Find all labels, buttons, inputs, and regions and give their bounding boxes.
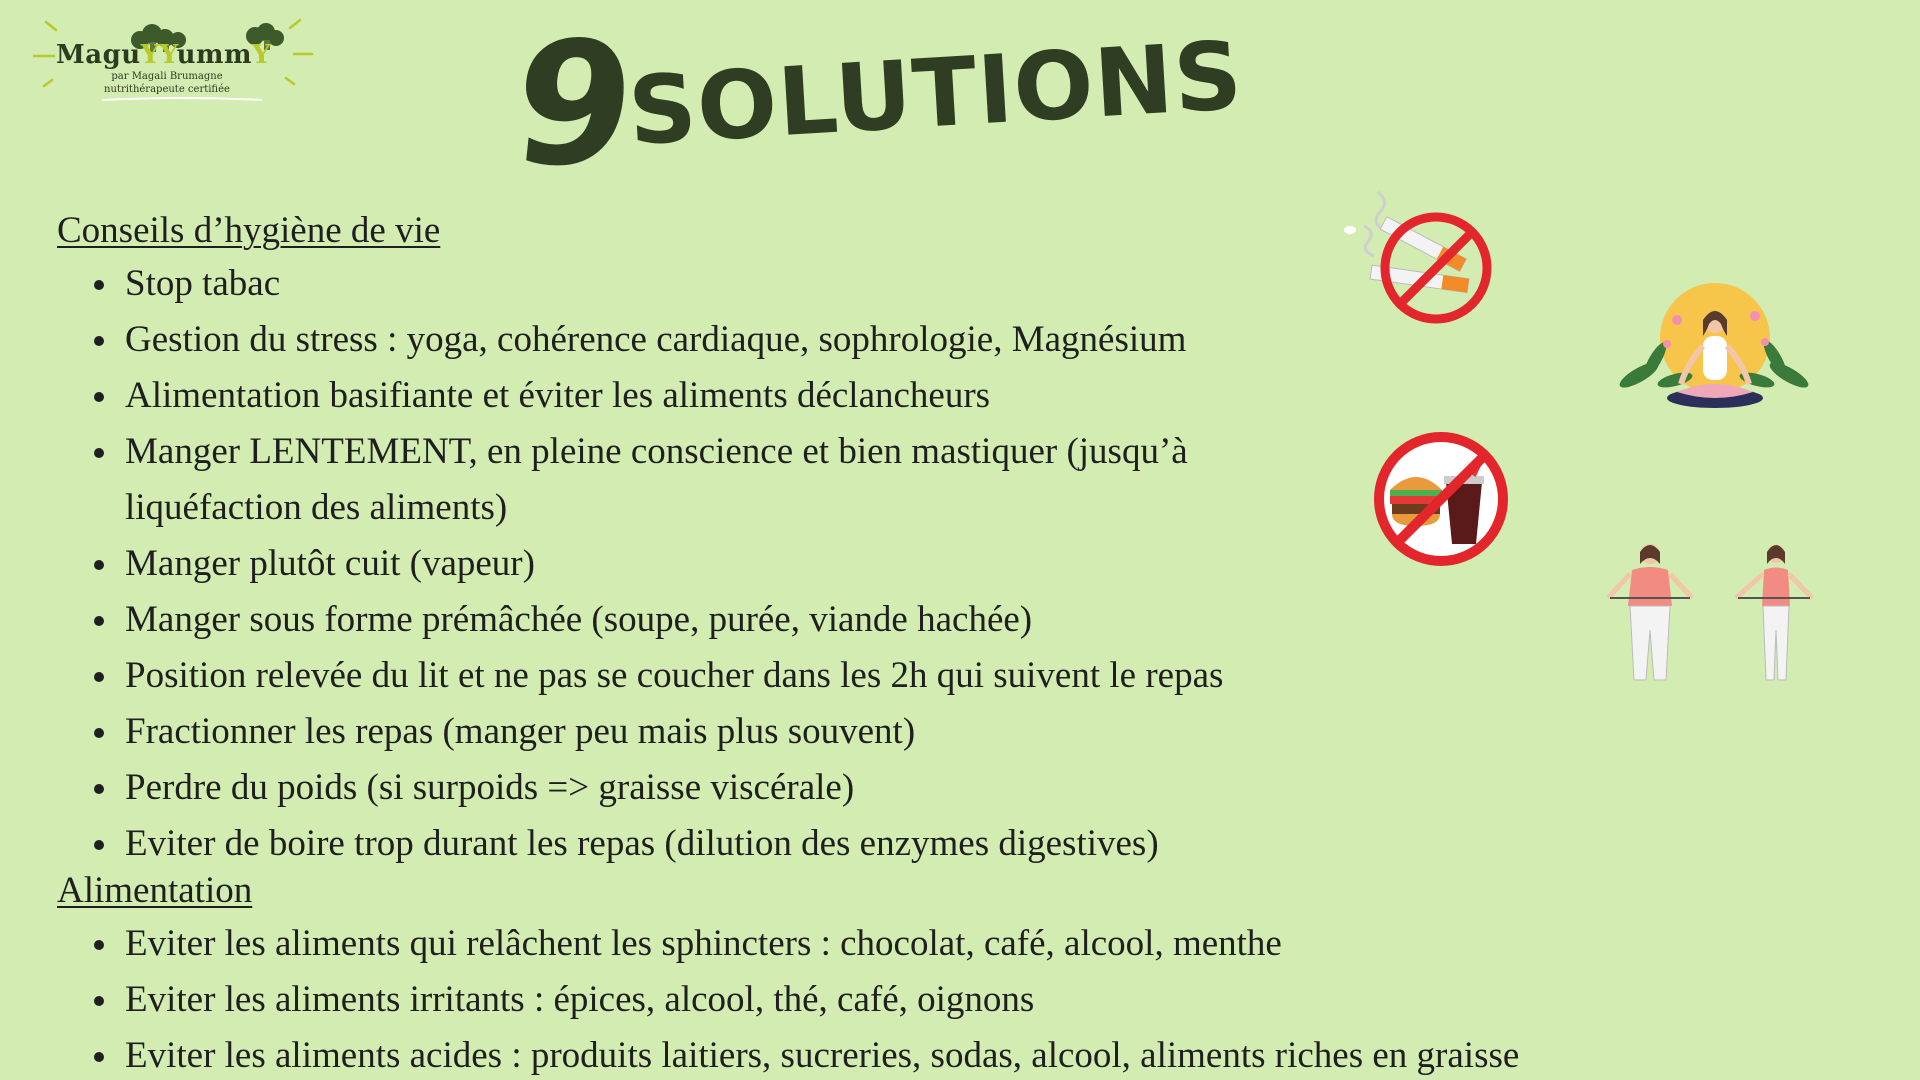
- list-item: Alimentation basifiante et éviter les aliments déclancheurs: [57, 368, 1537, 424]
- section-heading-lifestyle: Conseils d’hygiène de vie: [57, 210, 441, 251]
- section-heading-food: Alimentation: [57, 870, 253, 911]
- person-after: [1736, 545, 1812, 680]
- food-list: [57, 916, 1537, 1080]
- logo: [32, 14, 314, 110]
- person-before: [1608, 544, 1692, 680]
- logo-wordmark: MaguYYummY: [56, 40, 272, 70]
- logo-subtitle-line1: par Magali Brumagne: [111, 71, 223, 82]
- list-item: Manger LENTEMENT, en pleine conscience et bien mastiquer (jusqu’à liquéfaction des aliments): [57, 424, 1537, 536]
- list-item: Fractionner les repas (manger peu mais plus souvent): [57, 704, 1537, 760]
- lifestyle-list: [57, 256, 1537, 872]
- weight-loss-illustration: [1600, 540, 1820, 690]
- list-item: Manger plutôt cuit (vapeur): [57, 536, 1537, 592]
- solutions-content: [57, 206, 1537, 1080]
- meditation-yoga-illustration: [1615, 280, 1815, 415]
- no-smoking-icon: [1340, 188, 1500, 338]
- list-item: Perdre du poids (si surpoids => graisse viscérale): [57, 760, 1537, 816]
- logo-subtitle: [92, 70, 242, 96]
- list-item: Position relevée du lit et ne pas se coucher dans les 2h qui suivent le repas: [57, 648, 1537, 704]
- logo-subtitle-line2: nutrithérapeute certifiée: [104, 84, 230, 95]
- list-item: Eviter les aliments acides : produits laitiers, sucreries, sodas, alcool, aliments riches en graisse: [57, 1028, 1537, 1080]
- list-item: Gestion du stress : yoga, cohérence cardiaque, sophrologie, Magnésium: [57, 312, 1537, 368]
- list-item: Eviter les aliments qui relâchent les sphincters : chocolat, café, alcool, menthe: [57, 916, 1537, 972]
- list-item: Manger sous forme prémâchée (soupe, purée, viande hachée): [57, 592, 1537, 648]
- no-junk-food-icon: [1370, 428, 1512, 570]
- list-item: Stop tabac: [57, 256, 1537, 312]
- title-word: SOLUTIONS: [625, 21, 1246, 168]
- page-title: [504, 6, 1246, 204]
- list-item: Eviter les aliments irritants : épices, alcool, thé, café, oignons: [57, 972, 1537, 1028]
- title-number: 9: [504, 6, 644, 204]
- list-item: Eviter de boire trop durant les repas (dilution des enzymes digestives): [57, 816, 1537, 872]
